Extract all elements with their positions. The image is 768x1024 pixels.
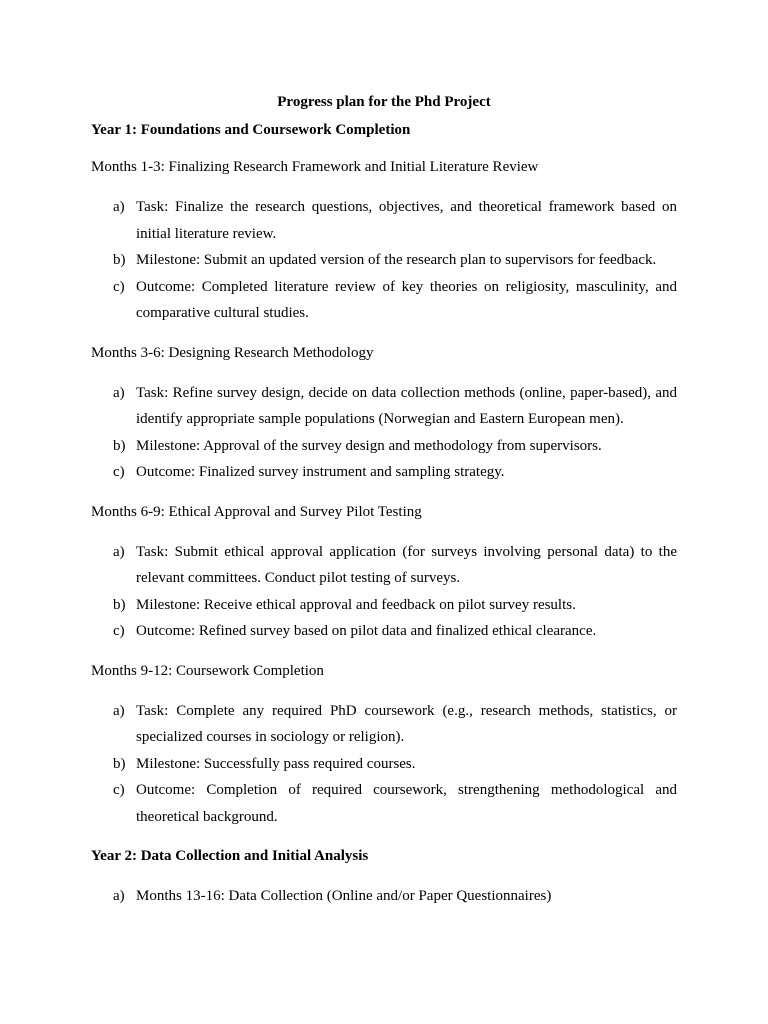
year-2-list: [91, 883, 677, 910]
list-marker: c): [113, 278, 125, 295]
list-item: [91, 380, 677, 433]
list-item-text: Task: Refine survey design, decide on data collection methods (online, paper-based), and identify appropriate sample populations (Norwegian and Eastern European men).: [136, 384, 677, 427]
list-item: [91, 274, 677, 327]
list-item-text: Months 13-16: Data Collection (Online and/or Paper Questionnaires): [136, 888, 552, 904]
list-item: [91, 459, 677, 486]
document-title: Progress plan for the Phd Project: [277, 94, 491, 110]
year-2-heading: Year 2: Data Collection and Initial Analysis: [91, 848, 369, 864]
year-1-heading: Year 1: Foundations and Coursework Completion: [91, 122, 411, 138]
list-marker: a): [113, 199, 125, 215]
list-item: [91, 433, 677, 460]
section-heading-months-3-6: Months 3-6: Designing Research Methodology: [91, 344, 374, 361]
section-list-months-1-3: [91, 194, 677, 327]
list-item-text: Task: Complete any required PhD coursework (e.g., research methods, statistics, or specialized courses in sociology or religion).: [136, 702, 677, 745]
list-item: [91, 883, 677, 910]
list-item-text: Outcome: Refined survey based on pilot data and finalized ethical clearance.: [136, 623, 597, 639]
list-item: [91, 539, 677, 592]
list-marker: a): [113, 384, 125, 401]
section-heading-months-1-3: Months 1-3: Finalizing Research Framework and Initial Literature Review: [91, 159, 539, 175]
list-marker: c): [113, 623, 125, 639]
list-marker: c): [113, 464, 125, 480]
list-marker: a): [113, 543, 125, 560]
list-marker: b): [113, 596, 126, 613]
section-heading-months-6-9: Months 6-9: Ethical Approval and Survey Pilot Testing: [91, 503, 422, 520]
list-marker: a): [113, 888, 125, 904]
section-list-months-6-9: [91, 539, 677, 645]
list-item-text: Outcome: Finalized survey instrument and sampling strategy.: [136, 464, 505, 480]
section-list-months-3-6: [91, 380, 677, 486]
list-item-text: Outcome: Completion of required coursework, strengthening methodological and theoretical background.: [136, 782, 677, 825]
list-marker: b): [113, 252, 126, 268]
list-marker: b): [113, 437, 126, 454]
list-item-text: Task: Finalize the research questions, objectives, and theoretical framework based on initial literature review.: [136, 199, 677, 242]
list-item-text: Outcome: Completed literature review of key theories on religiosity, masculinity, and comparative cultural studies.: [136, 278, 677, 321]
section-list-months-9-12: [91, 698, 677, 831]
list-item: [91, 751, 677, 778]
list-item: [91, 247, 677, 274]
list-item-text: Milestone: Approval of the survey design and methodology from supervisors.: [136, 437, 602, 454]
list-item-text: Milestone: Receive ethical approval and feedback on pilot survey results.: [136, 596, 576, 613]
list-marker: b): [113, 755, 126, 772]
list-item: [91, 777, 677, 830]
list-item: [91, 592, 677, 619]
list-item: [91, 698, 677, 751]
list-item-text: Milestone: Submit an updated version of the research plan to supervisors for feedback.: [136, 252, 657, 268]
list-marker: a): [113, 702, 125, 719]
list-item-text: Task: Submit ethical approval application (for surveys involving personal data) to the relevant committees. Conduct pilot testing of surveys.: [136, 543, 677, 586]
list-item: [91, 194, 677, 247]
list-item: [91, 618, 677, 645]
list-marker: c): [113, 782, 125, 798]
section-heading-months-9-12: Months 9-12: Coursework Completion: [91, 662, 324, 679]
list-item-text: Milestone: Successfully pass required courses.: [136, 755, 416, 772]
